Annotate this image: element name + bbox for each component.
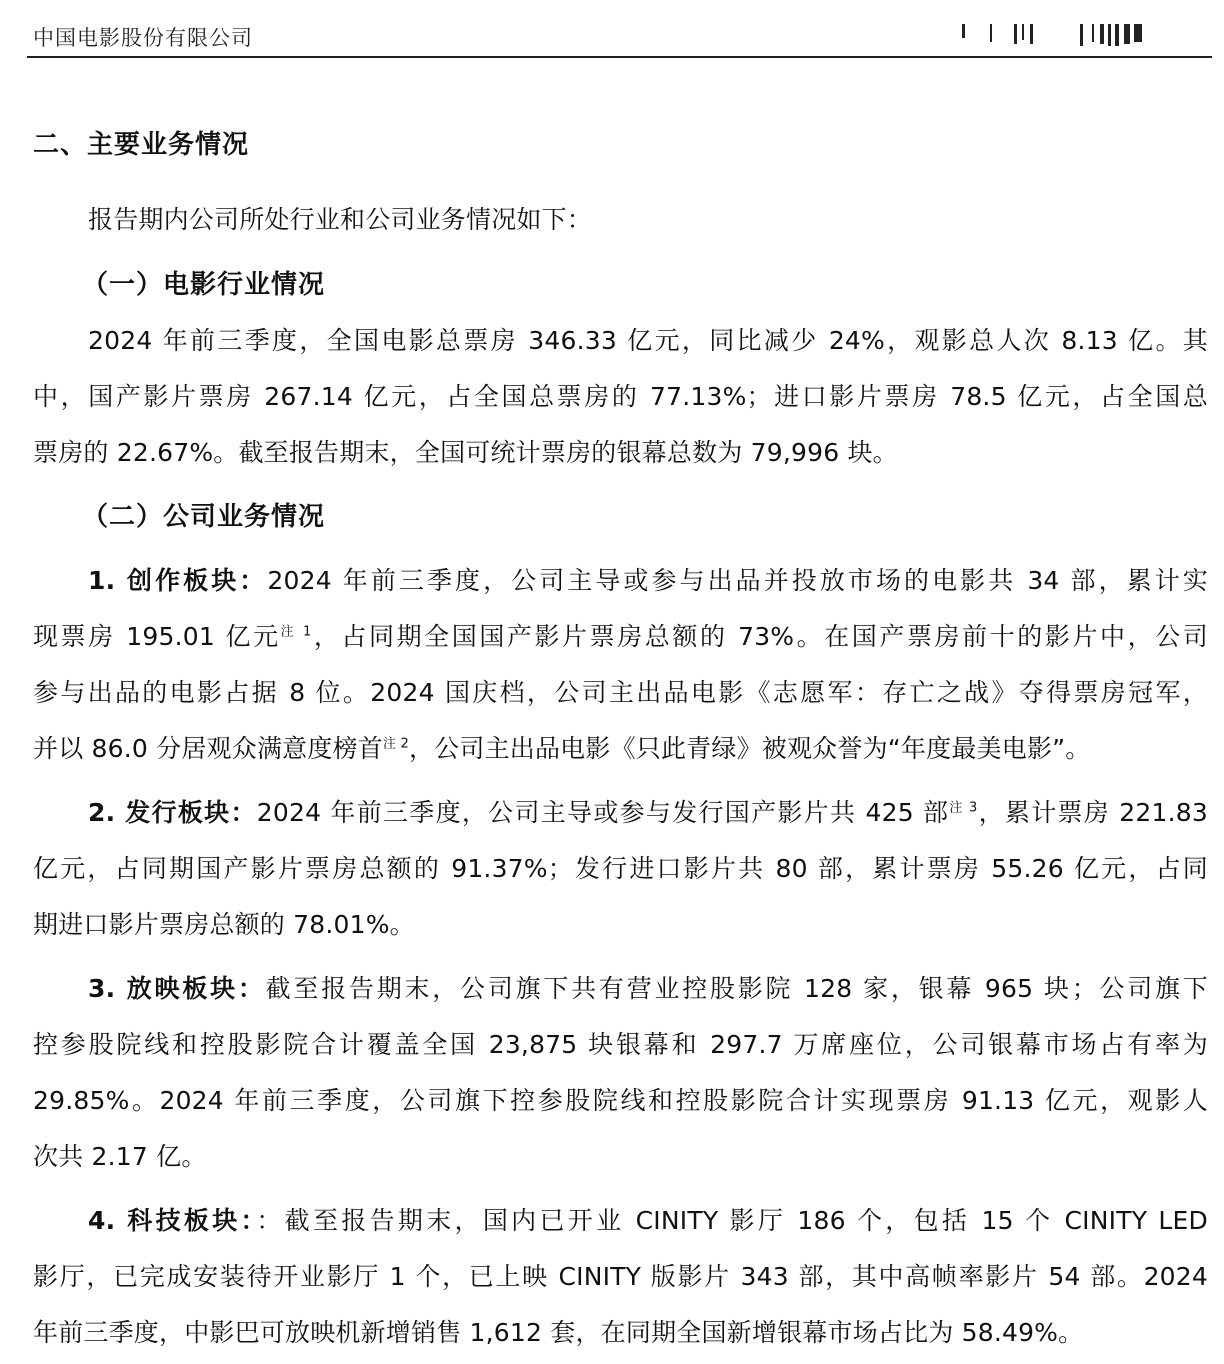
exhibition-line-2: 控参股院线和控股影院合计覆盖全国 23,875 块银幕和 297.7 万席座位，公司银幕市场占有率为 [33, 1030, 1208, 1059]
distribution-line-1 [88, 793, 1208, 829]
technology-label: 4. 科技板块： [88, 1206, 257, 1235]
creation-line-1 [88, 561, 1208, 597]
industry-line-1: 2024 年前三季度，全国电影总票房 346.33 亿元，同比减少 24%，观影总人次 8.13 亿。其 [88, 326, 1208, 355]
distribution-text-1a: 2024 年前三季度，公司主导或参与发行国产影片共 425 部 [256, 798, 950, 827]
creation-text-2a: 现票房 195.01 亿元 [33, 622, 281, 651]
business-title: （二）公司业务情况 [82, 502, 326, 532]
creation-label: 1. 创作板块： [88, 566, 268, 595]
industry-line-3: 票房的 22.67%。截至报告期末，全国可统计票房的银幕总数为 79,996 块。 [33, 438, 898, 467]
industry-title: （一）电影行业情况 [82, 270, 326, 300]
distribution-label: 2. 发行板块： [88, 798, 257, 827]
creation-text-1: 2024 年前三季度，公司主导或参与出品并投放市场的电影共 34 部，累计实 [267, 566, 1208, 595]
exhibition-line-1 [88, 969, 1208, 1005]
distribution-text-1b: ，累计票房 221.83 [977, 798, 1208, 827]
exhibition-text-1: 截至报告期末，公司旗下共有营业控股影院 128 家，银幕 965 块；公司旗下 [265, 974, 1208, 1003]
exhibition-label: 3. 放映板块： [88, 974, 266, 1003]
creation-line-2 [33, 617, 1208, 653]
technology-text-1: ：截至报告期末，国内已开业 CINITY 影厅 186 个，包括 15 个 CINITY LED [256, 1206, 1208, 1235]
intro-text: 报告期内公司所处行业和公司业务情况如下： [88, 205, 593, 234]
footnote-2: 注 2 [382, 736, 409, 752]
technology-line-1 [88, 1201, 1208, 1237]
exhibition-line-3: 29.85%。2024 年前三季度，公司旗下控参股院线和控股影院合计实现票房 91.13 亿元，观影人 [33, 1086, 1208, 1115]
company-name: 中国电影股份有限公司 [33, 26, 253, 50]
creation-line-4 [33, 729, 1208, 765]
header-decoration-bars [962, 24, 1182, 46]
creation-text-2b: ，占同期全国国产影片票房总额的 73%。在国产票房前十的影片中，公司 [311, 622, 1208, 651]
technology-line-3: 年前三季度，中影巴可放映机新增销售 1,612 套，在同期全国新增银幕市场占比为 58.49%。 [33, 1318, 1084, 1347]
distribution-line-3: 期进口影片票房总额的 78.01%。 [33, 910, 415, 939]
footnote-1: 注 1 [280, 624, 312, 640]
exhibition-line-4: 次共 2.17 亿。 [33, 1142, 207, 1171]
technology-line-2: 影厅，已完成安装待开业影厅 1 个，已上映 CINITY 版影片 343 部，其中高帧率影片 54 部。2024 [33, 1262, 1208, 1291]
industry-line-2: 中，国产影片票房 267.14 亿元，占全国总票房的 77.13%；进口影片票房 78.5 亿元，占全国总 [33, 382, 1208, 411]
section-title: 二、主要业务情况 [33, 130, 250, 160]
footnote-3: 注 3 [949, 800, 978, 816]
creation-line-3: 参与出品的电影占据 8 位。2024 国庆档，公司主出品电影《志愿军：存亡之战》夺得票房冠军， [33, 678, 1208, 707]
distribution-line-2: 亿元，占同期国产影片票房总额的 91.37%；发行进口影片共 80 部，累计票房 55.26 亿元，占同 [33, 854, 1208, 883]
creation-text-4a: 并以 86.0 分居观众满意度榜首 [33, 734, 383, 763]
page-header [27, 0, 1212, 58]
creation-text-4b: ，公司主出品电影《只此青绿》被观众誉为“年度最美电影”。 [408, 734, 1091, 763]
